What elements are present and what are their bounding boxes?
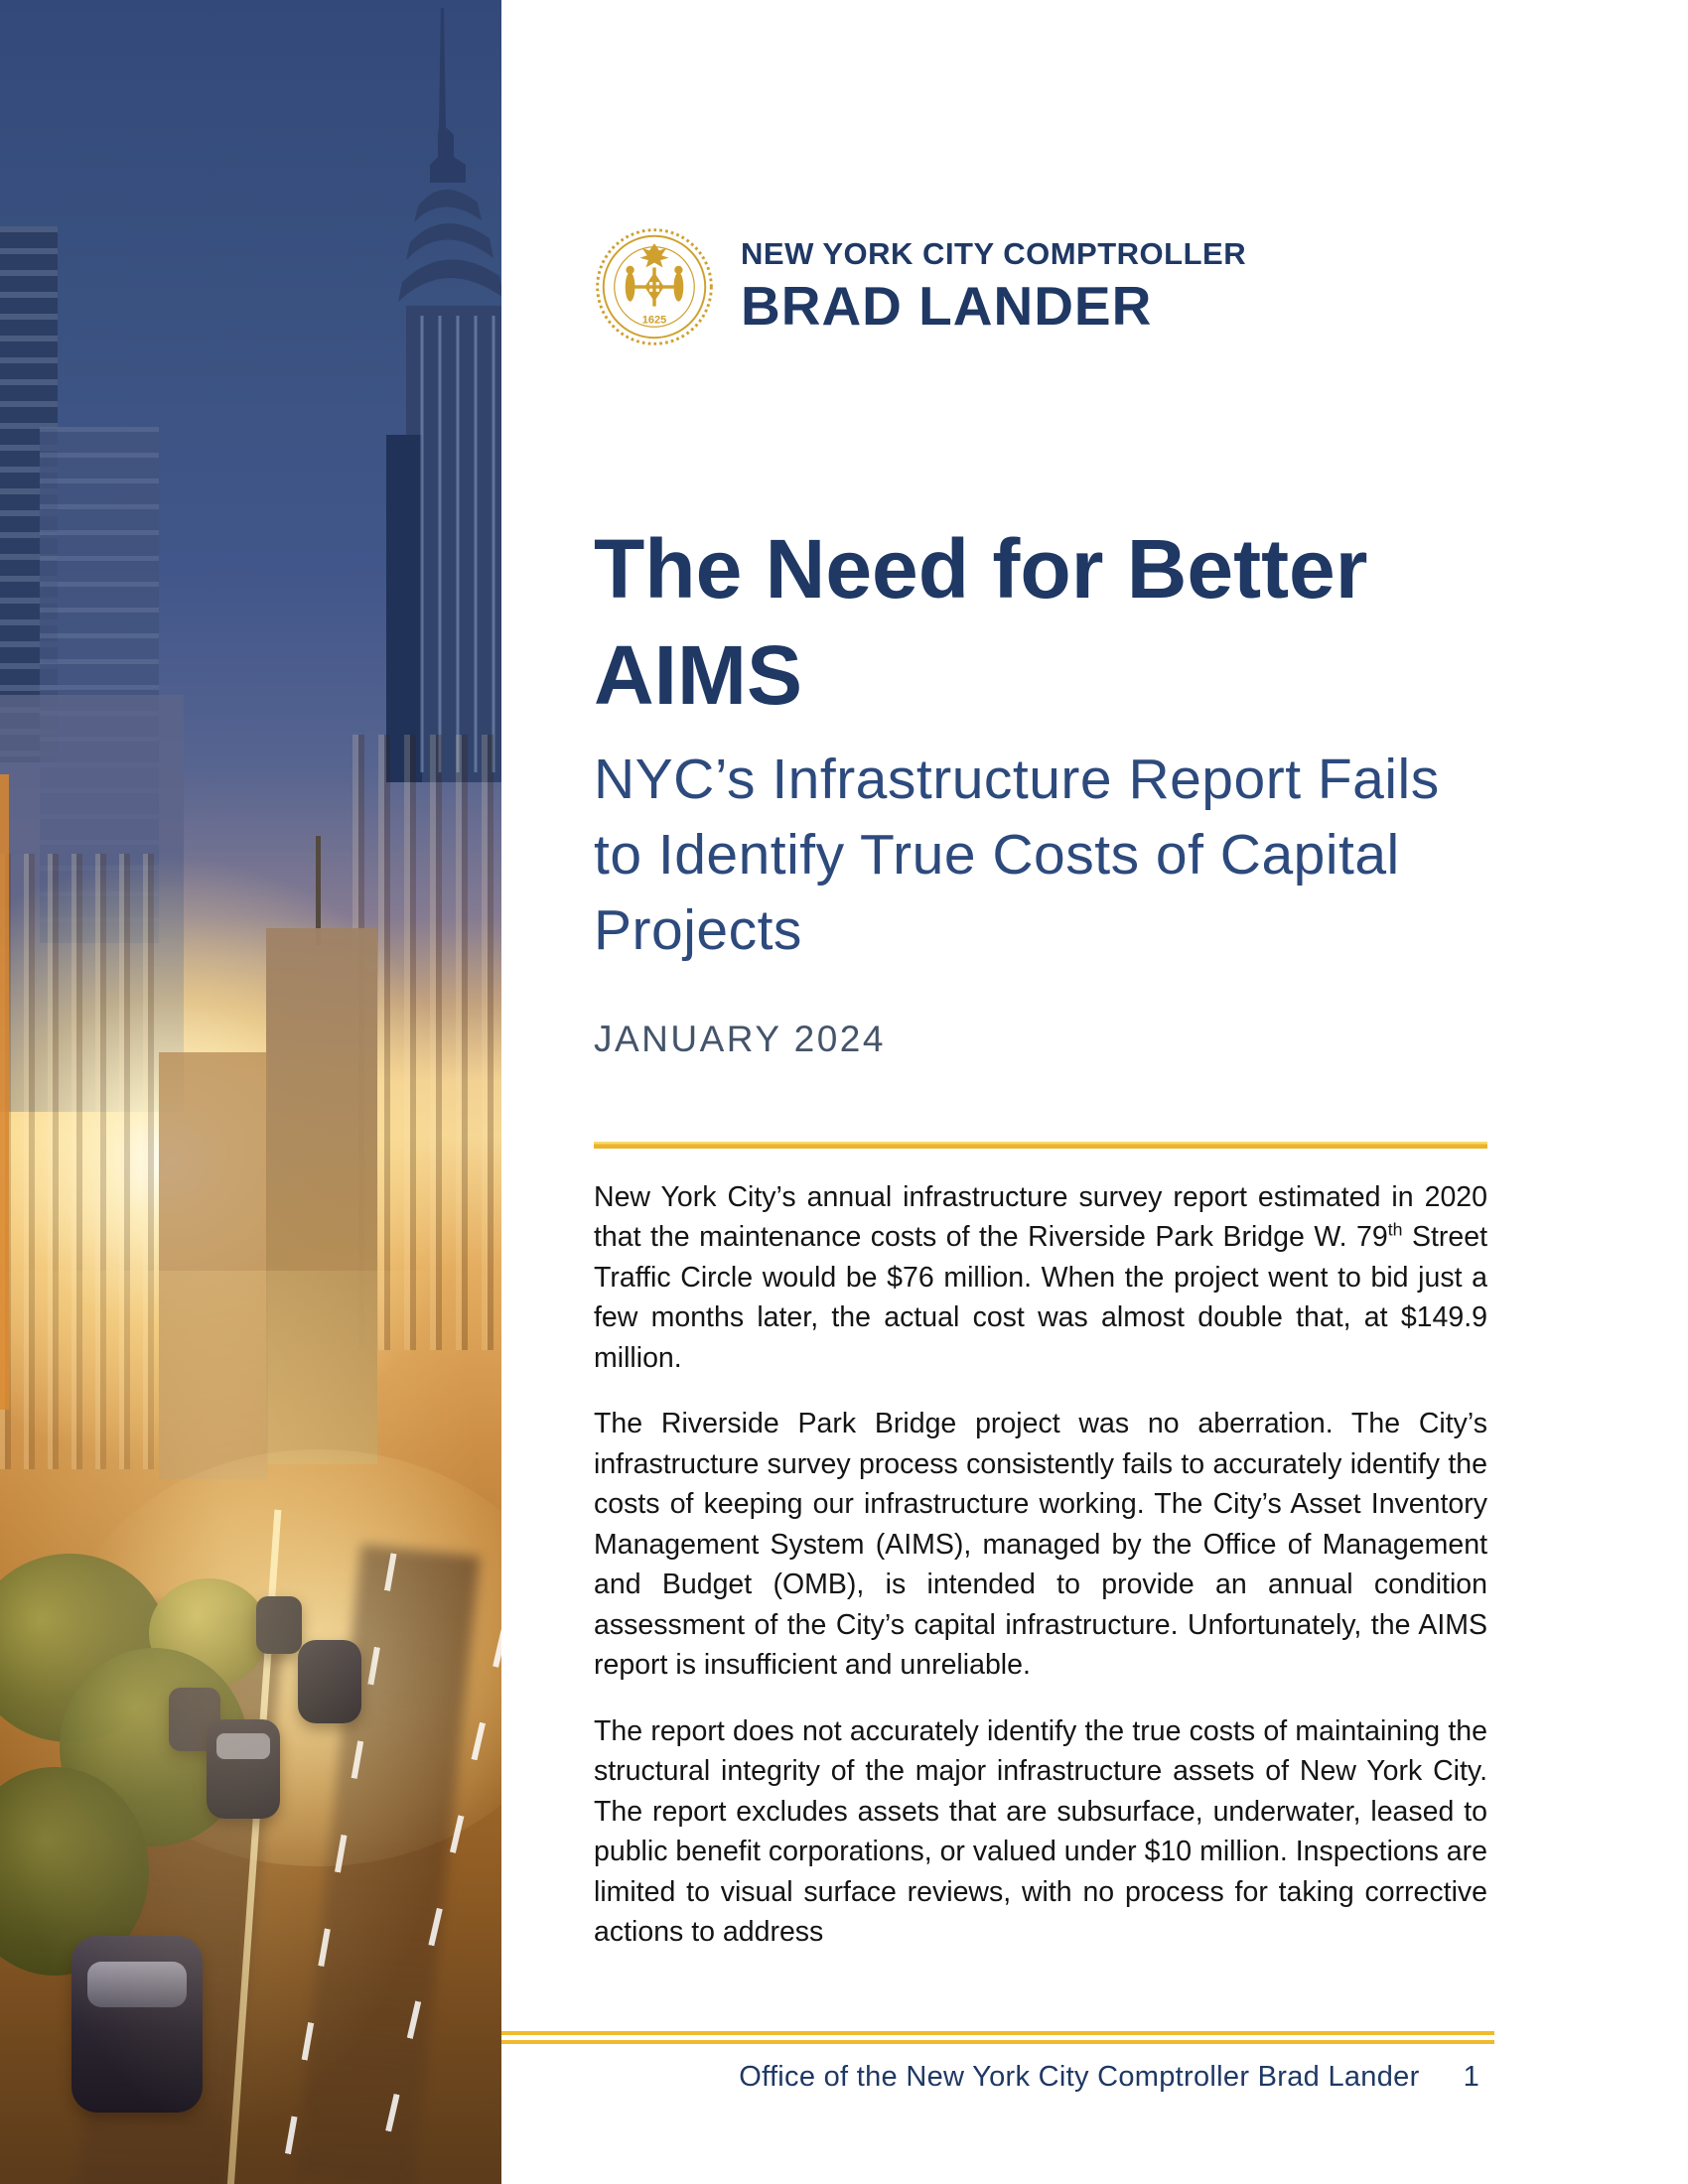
paragraph-2: The Riverside Park Bridge project was no aberration. The City’s infrastructure survey process consistently fails to accurately identify the costs of keeping our infrastructure working. The City’s Asset Inventory Management System (AIMS), managed by the Office of Management and Budget (OMB), is intended to provide an annual condition assessment of the City’s capital infrastructure. Unfortunately, the AIMS report is insufficient and unreliable. xyxy=(594,1408,1487,1682)
ordinal-superscript: th xyxy=(1387,1219,1403,1240)
page-footer xyxy=(594,2061,1479,2094)
paragraph-1 xyxy=(594,1177,1487,1378)
brand-text xyxy=(741,236,1246,338)
report-date: JANUARY 2024 xyxy=(594,1019,886,1059)
cover-photo-manhattan-sunset xyxy=(0,0,501,2184)
report-title: The Need for Better AIMS xyxy=(594,522,1368,722)
nyc-seal-icon xyxy=(594,226,715,347)
gold-divider-top xyxy=(594,1142,1487,1149)
warm-light-overlay xyxy=(0,1271,501,2184)
gold-divider-footer xyxy=(501,2031,1494,2044)
body-text xyxy=(594,1177,1487,1978)
seal-year: 1625 xyxy=(641,314,667,327)
paragraph-1-text-b: Street Traffic Circle would be $76 million. When the project went to bid just a few months later, the actual cost was almost double that, at $149.9 million. xyxy=(594,1221,1487,1374)
page-number: 1 xyxy=(1463,2061,1479,2093)
report-subtitle: NYC’s Infrastructure Report Fails to Identify True Costs of Capital Projects xyxy=(594,748,1440,962)
footer-office-text: Office of the New York City Comptroller Brad Lander xyxy=(739,2061,1420,2093)
paragraph-1-text-a: New York City’s annual infrastructure survey report estimated in 2020 that the maintenance costs of the Riverside Park Bridge W. 79 xyxy=(594,1181,1487,1254)
paragraph-3: The report does not accurately identify the true costs of maintaining the structural integrity of the major infrastructure assets of New York City. The report excludes assets that are subsurface, underwater, leased to public benefit corporations, or valued under $10 million. Inspections are limited to visual surface reviews, with no process for taking corrective actions to address xyxy=(594,1714,1487,1948)
comptroller-name: BRAD LANDER xyxy=(741,275,1153,337)
comptroller-brand-header xyxy=(594,226,1246,347)
chrysler-building-silhouette xyxy=(378,8,501,782)
org-name: NEW YORK CITY COMPTROLLER xyxy=(741,236,1247,271)
